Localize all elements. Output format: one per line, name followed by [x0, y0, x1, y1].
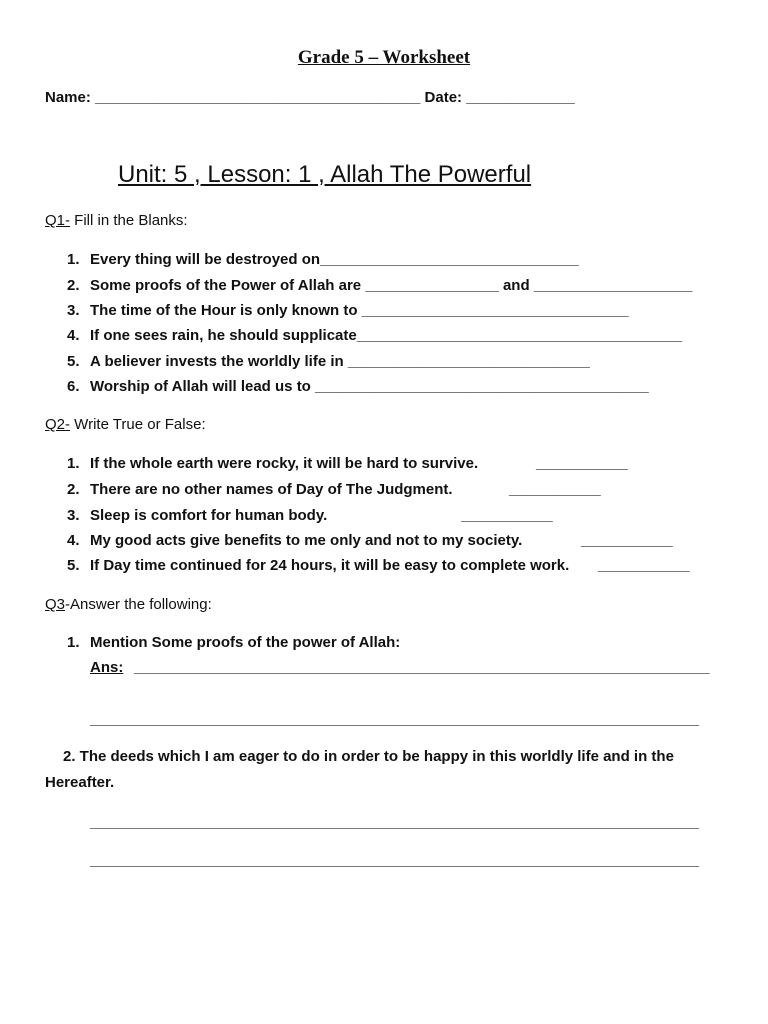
item-number: 6.: [67, 378, 80, 395]
item-number: 3.: [67, 507, 80, 524]
true-false-blank[interactable]: ___________: [581, 532, 673, 549]
item-text: If the whole earth were rocky, it will be hard to survive.: [90, 455, 479, 472]
q2-item: [67, 455, 478, 472]
q1-item: [67, 251, 579, 268]
q1-item: [67, 302, 629, 319]
true-false-blank[interactable]: ___________: [598, 557, 690, 574]
item-text: A believer invests the worldly life in _____________________________: [90, 353, 590, 370]
name-date-line: Name: _______________________________________ Date: _____________: [45, 89, 575, 106]
q1-item: [67, 353, 590, 370]
item-number: 4.: [67, 327, 80, 344]
answer-line[interactable]: _____________________________________________________________________: [134, 659, 710, 676]
item-number: 1.: [67, 455, 80, 472]
q2-item: [67, 557, 569, 574]
item-text: Some proofs of the Power of Allah are ________________ and ___________________: [90, 277, 693, 294]
q2-item: [67, 481, 453, 498]
ans-label: Ans:: [90, 659, 124, 676]
answer-line[interactable]: _________________________________________________________________________: [90, 711, 699, 728]
item-text: My good acts give benefits to me only and not to my society.: [90, 532, 523, 549]
q3-item2-text: 2. The deeds which I am eager to do in order to be happy in this worldly life and in the Hereafter.: [45, 748, 674, 791]
item-number: 1.: [67, 634, 80, 651]
item-number: 1.: [67, 251, 80, 268]
true-false-blank[interactable]: ___________: [536, 455, 628, 472]
item-text: There are no other names of Day of The Judgment.: [90, 481, 453, 498]
item-number: 2.: [67, 277, 80, 294]
worksheet-title: Grade 5 – Worksheet: [297, 47, 471, 68]
q3-item: [67, 634, 400, 651]
q3-heading: [45, 596, 212, 613]
unit-title: Unit: 5 , Lesson: 1 , Allah The Powerful: [118, 161, 532, 188]
q1-item: [67, 378, 649, 395]
item-text: If Day time continued for 24 hours, it will be easy to complete work.: [90, 557, 570, 574]
q1-item: [67, 277, 692, 294]
q2-item: [67, 532, 522, 549]
item-text: Mention Some proofs of the power of Allah:: [90, 634, 401, 651]
item-text: Worship of Allah will lead us to ________________________________________: [90, 378, 649, 395]
item-text: Every thing will be destroyed on_______________________________: [90, 251, 579, 268]
q3-number: Q3: [45, 596, 66, 613]
q2-number: Q2-: [45, 416, 71, 433]
item-text: The time of the Hour is only known to ________________________________: [90, 302, 629, 319]
q3-text: -Answer the following:: [65, 596, 212, 613]
item-number: 2.: [67, 481, 80, 498]
q1-text: Fill in the Blanks:: [70, 212, 188, 229]
item-text: If one sees rain, he should supplicate_______________________________________: [90, 327, 683, 344]
q1-number: Q1-: [45, 212, 71, 229]
item-text: Sleep is comfort for human body.: [90, 507, 328, 524]
answer-line[interactable]: _________________________________________________________________________: [90, 852, 699, 869]
item-number: 5.: [67, 353, 80, 370]
true-false-blank[interactable]: ___________: [509, 481, 601, 498]
q1-heading: [45, 212, 188, 229]
q2-text: Write True or False:: [70, 416, 206, 433]
answer-line[interactable]: _________________________________________________________________________: [90, 814, 699, 831]
q1-item: [67, 327, 682, 344]
item-number: 3.: [67, 302, 80, 319]
q2-heading: [45, 416, 206, 433]
item-number: 4.: [67, 532, 80, 549]
item-number: 5.: [67, 557, 80, 574]
true-false-blank[interactable]: ___________: [461, 507, 553, 524]
q2-item: [67, 507, 327, 524]
